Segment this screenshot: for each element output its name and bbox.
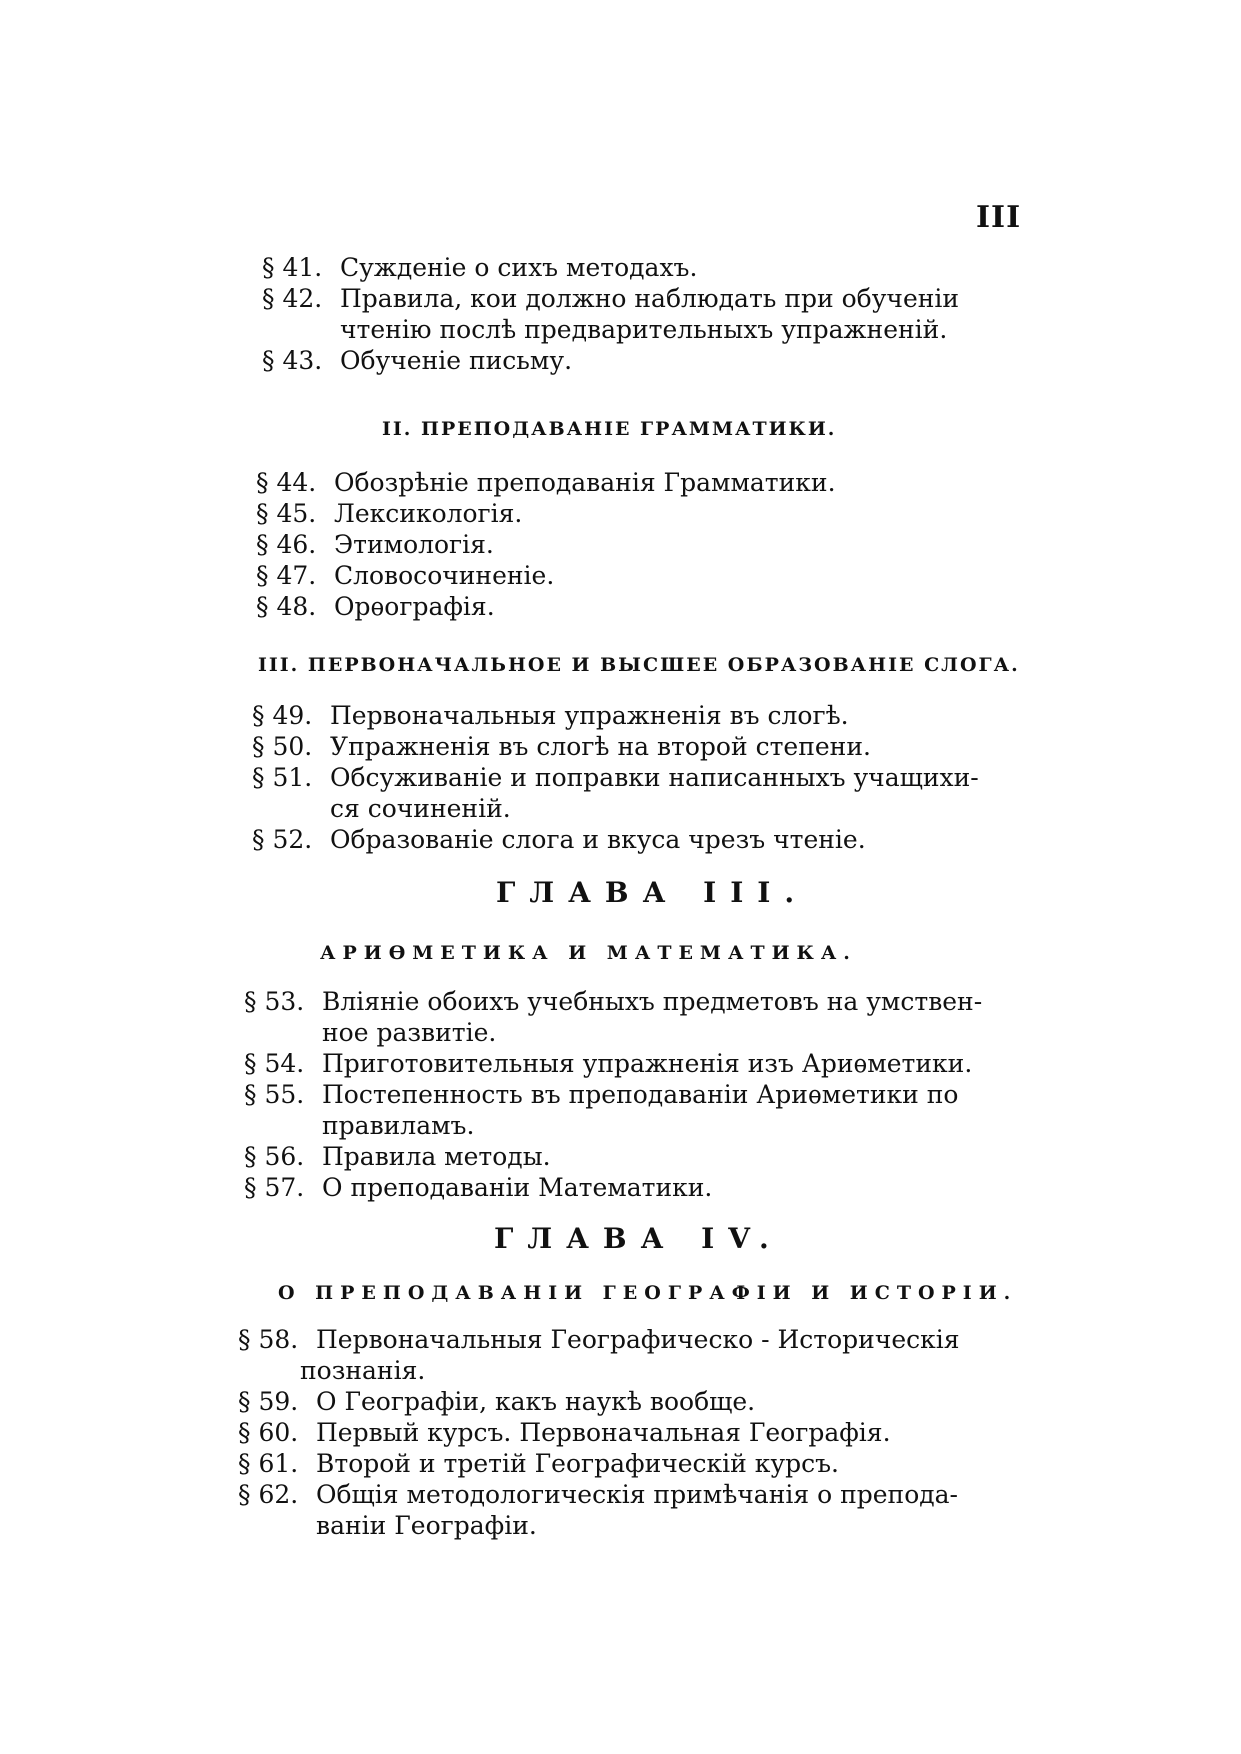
chapter-heading-4: ГЛАВА IV. <box>494 1222 783 1255</box>
toc-entry-44 <box>256 467 836 498</box>
toc-entry-45 <box>256 498 522 529</box>
section-number: § 48. <box>256 592 317 621</box>
section-number: § 50. <box>252 732 313 761</box>
entry-continuation: чтенію послѣ предварительныхъ упражненій. <box>340 315 948 344</box>
entry-continuation: правиламъ. <box>322 1111 475 1140</box>
toc-entry-42 <box>262 283 959 314</box>
entry-title: Образованіе слога и вкуса чрезъ чтеніе. <box>330 825 866 854</box>
toc-entry-54 <box>244 1048 972 1079</box>
section-number: § 47. <box>256 561 317 590</box>
toc-entry-52 <box>252 824 866 855</box>
entry-title: Орѳографія. <box>334 592 495 621</box>
entry-continuation: ваніи Географіи. <box>316 1511 537 1540</box>
toc-entry-58 <box>238 1324 960 1355</box>
toc-entry-62 <box>238 1479 958 1510</box>
page-number: III <box>976 200 1022 235</box>
section-number: § 51. <box>252 763 313 792</box>
section-number: § 56. <box>244 1142 305 1171</box>
entry-title: Общія методологическія примѣчанія о препода- <box>316 1480 959 1509</box>
section-number: § 60. <box>238 1418 299 1447</box>
entry-title: Первоначальныя упражненія въ слогѣ. <box>330 701 849 730</box>
toc-entry-51 <box>252 762 979 793</box>
section-number: § 44. <box>256 468 317 497</box>
toc-entry-49 <box>252 700 849 731</box>
entry-title: Упражненія въ слогѣ на второй степени. <box>330 732 871 761</box>
section-heading-grammar: II. ПРЕПОДАВАНІЕ ГРАММАТИКИ. <box>382 418 837 440</box>
entry-title: Обсуживаніе и поправки написанныхъ учащихи- <box>330 763 979 792</box>
toc-entry-56 <box>244 1141 551 1172</box>
chapter-heading-3: ГЛАВА III. <box>496 876 809 909</box>
entry-title: О преподаваніи Математики. <box>322 1173 713 1202</box>
entry-title: Второй и третій Географическій курсъ. <box>316 1449 839 1478</box>
toc-entry-43 <box>262 345 572 376</box>
entry-title: Словосочиненіе. <box>334 561 555 590</box>
section-heading-style: III. ПЕРВОНАЧАЛЬНОЕ И ВЫСШЕЕ ОБРАЗОВАНІЕ СЛОГА. <box>258 654 1020 676</box>
section-number: § 43. <box>262 346 323 375</box>
toc-entry-57 <box>244 1172 712 1203</box>
toc-entry-53 <box>244 986 982 1017</box>
entry-title: Сужденіе о сихъ методахъ. <box>340 253 698 282</box>
toc-entry-55 <box>244 1079 958 1110</box>
entry-title: Лексикологія. <box>334 499 523 528</box>
entry-title: Обозрѣніе преподаванія Грамматики. <box>334 468 836 497</box>
section-number: § 62. <box>238 1480 299 1509</box>
section-number: § 42. <box>262 284 323 313</box>
chapter-subtitle-4: О ПРЕПОДАВАНІИ ГЕОГРАФІИ И ИСТОРІИ. <box>278 1282 1018 1304</box>
entry-continuation: ное развитіе. <box>322 1018 497 1047</box>
toc-entry-61 <box>238 1448 839 1479</box>
section-number: § 46. <box>256 530 317 559</box>
toc-entry-60 <box>238 1417 891 1448</box>
entry-continuation: познанія. <box>300 1356 426 1385</box>
section-number: § 57. <box>244 1173 305 1202</box>
toc-entry-50 <box>252 731 871 762</box>
entry-continuation: ся сочиненій. <box>330 794 511 823</box>
section-number: § 58. <box>238 1325 299 1354</box>
section-number: § 52. <box>252 825 313 854</box>
entry-title: Первый курсъ. Первоначальная Географія. <box>316 1418 891 1447</box>
entry-title: Первоначальныя Географическо - Историческія <box>316 1325 960 1354</box>
toc-entry-47 <box>256 560 554 591</box>
entry-title: Постепенность въ преподаваніи Ариѳметики по <box>322 1080 959 1109</box>
section-number: § 61. <box>238 1449 299 1478</box>
entry-title: Обученіе письму. <box>340 346 573 375</box>
toc-entry-41 <box>262 252 697 283</box>
section-number: § 59. <box>238 1387 299 1416</box>
entry-title: Приготовительныя упражненія изъ Ариѳметики. <box>322 1049 973 1078</box>
entry-title: Этимологія. <box>334 530 494 559</box>
toc-entry-46 <box>256 529 494 560</box>
section-number: § 53. <box>244 987 305 1016</box>
section-number: § 41. <box>262 253 323 282</box>
entry-title: О Географіи, какъ наукѣ вообще. <box>316 1387 756 1416</box>
entry-title: Вліяніе обоихъ учебныхъ предметовъ на умствен- <box>322 987 983 1016</box>
section-number: § 54. <box>244 1049 305 1078</box>
section-number: § 45. <box>256 499 317 528</box>
section-number: § 55. <box>244 1080 305 1109</box>
toc-entry-48 <box>256 591 495 622</box>
entry-title: Правила методы. <box>322 1142 551 1171</box>
toc-entry-59 <box>238 1386 755 1417</box>
section-number: § 49. <box>252 701 313 730</box>
chapter-subtitle-3: АРИѲМЕТИКА И МАТЕМАТИКА. <box>320 942 857 964</box>
entry-title: Правила, кои должно наблюдать при обученіи <box>340 284 960 313</box>
